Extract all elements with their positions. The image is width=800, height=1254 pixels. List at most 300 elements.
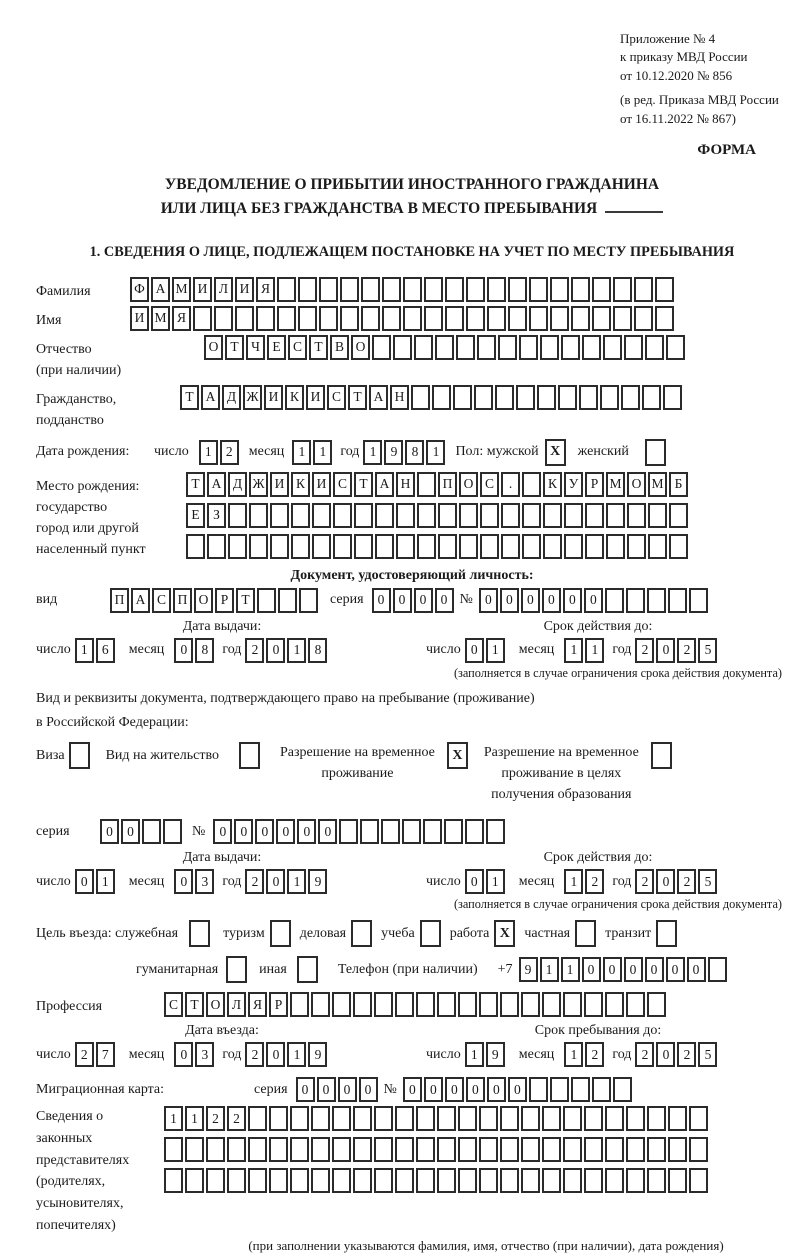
char-cell[interactable]: [480, 534, 499, 559]
char-cell[interactable]: 7: [96, 1042, 115, 1067]
char-cell[interactable]: 2: [585, 1042, 604, 1067]
char-cell[interactable]: А: [207, 472, 226, 497]
char-cell[interactable]: [522, 503, 541, 528]
char-cell[interactable]: 1: [313, 440, 332, 465]
char-cell[interactable]: 1: [164, 1106, 183, 1131]
char-cell[interactable]: [432, 385, 451, 410]
char-cell[interactable]: 1: [287, 638, 306, 663]
char-cell[interactable]: 5: [698, 869, 717, 894]
char-cell[interactable]: 0: [424, 1077, 443, 1102]
char-cell[interactable]: 1: [564, 1042, 583, 1067]
char-cell[interactable]: [563, 1137, 582, 1162]
char-cell[interactable]: [466, 277, 485, 302]
char-cell[interactable]: [487, 277, 506, 302]
char-cell[interactable]: [424, 277, 443, 302]
char-cell[interactable]: [228, 503, 247, 528]
char-cell[interactable]: Т: [225, 335, 244, 360]
char-cell[interactable]: [435, 335, 454, 360]
char-cell[interactable]: 0: [276, 819, 295, 844]
char-cell[interactable]: Т: [185, 992, 204, 1017]
char-cell[interactable]: [668, 1137, 687, 1162]
char-cell[interactable]: [501, 503, 520, 528]
char-cell[interactable]: [311, 992, 330, 1017]
purpose-other-checkbox[interactable]: [297, 956, 318, 983]
char-cell[interactable]: [498, 335, 517, 360]
char-cell[interactable]: [458, 992, 477, 1017]
char-cell[interactable]: 0: [666, 957, 685, 982]
char-cell[interactable]: [540, 335, 559, 360]
char-cell[interactable]: [403, 277, 422, 302]
char-cell[interactable]: 0: [479, 588, 498, 613]
char-cell[interactable]: [634, 277, 653, 302]
char-cell[interactable]: [522, 534, 541, 559]
char-cell[interactable]: 0: [508, 1077, 527, 1102]
char-cell[interactable]: [689, 1168, 708, 1193]
char-cell[interactable]: [214, 306, 233, 331]
char-cell[interactable]: 0: [624, 957, 643, 982]
char-cell[interactable]: [353, 992, 372, 1017]
char-cell[interactable]: 0: [445, 1077, 464, 1102]
char-cell[interactable]: [605, 1137, 624, 1162]
char-cell[interactable]: Я: [256, 277, 275, 302]
char-cell[interactable]: [437, 1168, 456, 1193]
char-cell[interactable]: [299, 588, 318, 613]
char-cell[interactable]: [564, 534, 583, 559]
char-cell[interactable]: Д: [228, 472, 247, 497]
char-cell[interactable]: [627, 503, 646, 528]
char-cell[interactable]: [627, 534, 646, 559]
char-cell[interactable]: 0: [603, 957, 622, 982]
char-cell[interactable]: 2: [677, 869, 696, 894]
char-cell[interactable]: [582, 335, 601, 360]
char-cell[interactable]: [647, 992, 666, 1017]
char-cell[interactable]: [479, 1137, 498, 1162]
char-cell[interactable]: 1: [561, 957, 580, 982]
char-cell[interactable]: Д: [222, 385, 241, 410]
char-cell[interactable]: [424, 306, 443, 331]
char-cell[interactable]: 0: [414, 588, 433, 613]
char-cell[interactable]: 2: [245, 869, 264, 894]
char-cell[interactable]: 2: [245, 638, 264, 663]
char-cell[interactable]: [529, 1077, 548, 1102]
char-cell[interactable]: 0: [297, 819, 316, 844]
char-cell[interactable]: [516, 385, 535, 410]
char-cell[interactable]: [444, 819, 463, 844]
char-cell[interactable]: 1: [465, 1042, 484, 1067]
char-cell[interactable]: [529, 306, 548, 331]
char-cell[interactable]: П: [173, 588, 192, 613]
char-cell[interactable]: Р: [215, 588, 234, 613]
char-cell[interactable]: В: [330, 335, 349, 360]
char-cell[interactable]: С: [333, 472, 352, 497]
char-cell[interactable]: [395, 1137, 414, 1162]
char-cell[interactable]: О: [204, 335, 223, 360]
char-cell[interactable]: [645, 335, 664, 360]
char-cell[interactable]: 0: [296, 1077, 315, 1102]
char-cell[interactable]: 0: [174, 1042, 193, 1067]
char-cell[interactable]: И: [306, 385, 325, 410]
char-cell[interactable]: [606, 503, 625, 528]
char-cell[interactable]: 8: [195, 638, 214, 663]
char-cell[interactable]: [269, 1106, 288, 1131]
purpose-private-checkbox[interactable]: [575, 920, 596, 947]
char-cell[interactable]: [521, 992, 540, 1017]
char-cell[interactable]: [164, 1137, 183, 1162]
char-cell[interactable]: [603, 335, 622, 360]
char-cell[interactable]: [668, 588, 687, 613]
char-cell[interactable]: [689, 588, 708, 613]
char-cell[interactable]: [353, 1106, 372, 1131]
char-cell[interactable]: 2: [677, 1042, 696, 1067]
char-cell[interactable]: [666, 335, 685, 360]
char-cell[interactable]: [487, 306, 506, 331]
char-cell[interactable]: 0: [234, 819, 253, 844]
char-cell[interactable]: [563, 992, 582, 1017]
char-cell[interactable]: М: [172, 277, 191, 302]
char-cell[interactable]: 0: [466, 1077, 485, 1102]
char-cell[interactable]: Н: [390, 385, 409, 410]
char-cell[interactable]: [312, 503, 331, 528]
char-cell[interactable]: [354, 503, 373, 528]
char-cell[interactable]: [319, 277, 338, 302]
char-cell[interactable]: 0: [100, 819, 119, 844]
char-cell[interactable]: [298, 306, 317, 331]
char-cell[interactable]: Б: [669, 472, 688, 497]
char-cell[interactable]: 1: [564, 638, 583, 663]
char-cell[interactable]: [542, 992, 561, 1017]
char-cell[interactable]: 2: [677, 638, 696, 663]
char-cell[interactable]: Я: [172, 306, 191, 331]
char-cell[interactable]: 2: [245, 1042, 264, 1067]
char-cell[interactable]: [445, 277, 464, 302]
char-cell[interactable]: 0: [465, 869, 484, 894]
char-cell[interactable]: [438, 534, 457, 559]
char-cell[interactable]: [605, 1168, 624, 1193]
char-cell[interactable]: [270, 534, 289, 559]
char-cell[interactable]: [375, 534, 394, 559]
char-cell[interactable]: 0: [563, 588, 582, 613]
char-cell[interactable]: [647, 1106, 666, 1131]
residence-checkbox[interactable]: [239, 742, 260, 769]
char-cell[interactable]: У: [564, 472, 583, 497]
char-cell[interactable]: [277, 306, 296, 331]
char-cell[interactable]: [416, 992, 435, 1017]
char-cell[interactable]: [438, 503, 457, 528]
char-cell[interactable]: [416, 1106, 435, 1131]
char-cell[interactable]: [311, 1168, 330, 1193]
char-cell[interactable]: 0: [372, 588, 391, 613]
char-cell[interactable]: Р: [585, 472, 604, 497]
char-cell[interactable]: Ж: [243, 385, 262, 410]
char-cell[interactable]: [270, 503, 289, 528]
char-cell[interactable]: 0: [465, 638, 484, 663]
char-cell[interactable]: [689, 1137, 708, 1162]
char-cell[interactable]: [333, 503, 352, 528]
char-cell[interactable]: [459, 534, 478, 559]
char-cell[interactable]: [382, 277, 401, 302]
char-cell[interactable]: 1: [585, 638, 604, 663]
char-cell[interactable]: [508, 277, 527, 302]
char-cell[interactable]: С: [327, 385, 346, 410]
char-cell[interactable]: [164, 1168, 183, 1193]
purpose-tourism-checkbox[interactable]: [270, 920, 291, 947]
char-cell[interactable]: [395, 992, 414, 1017]
char-cell[interactable]: [332, 1106, 351, 1131]
char-cell[interactable]: [354, 534, 373, 559]
char-cell[interactable]: 2: [206, 1106, 225, 1131]
char-cell[interactable]: [585, 534, 604, 559]
char-cell[interactable]: [668, 1106, 687, 1131]
char-cell[interactable]: [227, 1137, 246, 1162]
char-cell[interactable]: [642, 385, 661, 410]
char-cell[interactable]: С: [164, 992, 183, 1017]
char-cell[interactable]: [332, 992, 351, 1017]
char-cell[interactable]: Т: [236, 588, 255, 613]
char-cell[interactable]: Л: [227, 992, 246, 1017]
char-cell[interactable]: [374, 1106, 393, 1131]
char-cell[interactable]: 1: [363, 440, 382, 465]
char-cell[interactable]: Т: [186, 472, 205, 497]
char-cell[interactable]: [480, 503, 499, 528]
char-cell[interactable]: [248, 1106, 267, 1131]
char-cell[interactable]: [495, 385, 514, 410]
char-cell[interactable]: [508, 306, 527, 331]
char-cell[interactable]: [465, 819, 484, 844]
char-cell[interactable]: [319, 306, 338, 331]
char-cell[interactable]: 1: [96, 869, 115, 894]
char-cell[interactable]: [542, 1106, 561, 1131]
char-cell[interactable]: [669, 534, 688, 559]
char-cell[interactable]: 9: [308, 869, 327, 894]
char-cell[interactable]: [290, 1137, 309, 1162]
char-cell[interactable]: [186, 534, 205, 559]
char-cell[interactable]: [501, 534, 520, 559]
char-cell[interactable]: [500, 992, 519, 1017]
char-cell[interactable]: [417, 534, 436, 559]
char-cell[interactable]: И: [193, 277, 212, 302]
char-cell[interactable]: 0: [317, 1077, 336, 1102]
char-cell[interactable]: [278, 588, 297, 613]
purpose-study-checkbox[interactable]: [420, 920, 441, 947]
sex-male-checkbox[interactable]: X: [545, 439, 566, 466]
char-cell[interactable]: [456, 335, 475, 360]
char-cell[interactable]: 0: [645, 957, 664, 982]
char-cell[interactable]: 3: [195, 869, 214, 894]
char-cell[interactable]: И: [264, 385, 283, 410]
char-cell[interactable]: С: [480, 472, 499, 497]
char-cell[interactable]: [500, 1106, 519, 1131]
purpose-humanitarian-checkbox[interactable]: [226, 956, 247, 983]
char-cell[interactable]: [466, 306, 485, 331]
char-cell[interactable]: 1: [564, 869, 583, 894]
char-cell[interactable]: [298, 277, 317, 302]
char-cell[interactable]: 0: [656, 1042, 675, 1067]
char-cell[interactable]: [248, 1168, 267, 1193]
char-cell[interactable]: [423, 819, 442, 844]
char-cell[interactable]: Т: [309, 335, 328, 360]
char-cell[interactable]: [375, 503, 394, 528]
char-cell[interactable]: М: [151, 306, 170, 331]
char-cell[interactable]: [437, 992, 456, 1017]
char-cell[interactable]: 8: [308, 638, 327, 663]
char-cell[interactable]: [256, 306, 275, 331]
char-cell[interactable]: [340, 306, 359, 331]
char-cell[interactable]: [550, 1077, 569, 1102]
char-cell[interactable]: Е: [186, 503, 205, 528]
char-cell[interactable]: 2: [227, 1106, 246, 1131]
char-cell[interactable]: 0: [266, 638, 285, 663]
char-cell[interactable]: 0: [359, 1077, 378, 1102]
char-cell[interactable]: [290, 1168, 309, 1193]
char-cell[interactable]: [669, 503, 688, 528]
char-cell[interactable]: [613, 277, 632, 302]
char-cell[interactable]: [579, 385, 598, 410]
char-cell[interactable]: .: [501, 472, 520, 497]
char-cell[interactable]: 0: [266, 869, 285, 894]
char-cell[interactable]: 3: [195, 1042, 214, 1067]
char-cell[interactable]: [689, 1106, 708, 1131]
char-cell[interactable]: [311, 1137, 330, 1162]
char-cell[interactable]: [624, 335, 643, 360]
char-cell[interactable]: 0: [318, 819, 337, 844]
char-cell[interactable]: 0: [255, 819, 274, 844]
char-cell[interactable]: О: [194, 588, 213, 613]
char-cell[interactable]: 0: [500, 588, 519, 613]
char-cell[interactable]: 1: [486, 869, 505, 894]
char-cell[interactable]: [543, 503, 562, 528]
char-cell[interactable]: [647, 1137, 666, 1162]
char-cell[interactable]: [396, 503, 415, 528]
char-cell[interactable]: [249, 534, 268, 559]
char-cell[interactable]: О: [206, 992, 225, 1017]
char-cell[interactable]: Т: [348, 385, 367, 410]
char-cell[interactable]: [537, 385, 556, 410]
purpose-official-checkbox[interactable]: [189, 920, 210, 947]
char-cell[interactable]: [626, 992, 645, 1017]
char-cell[interactable]: [585, 503, 604, 528]
char-cell[interactable]: [550, 306, 569, 331]
char-cell[interactable]: 0: [521, 588, 540, 613]
char-cell[interactable]: 5: [698, 1042, 717, 1067]
char-cell[interactable]: [521, 1137, 540, 1162]
char-cell[interactable]: О: [459, 472, 478, 497]
purpose-business-checkbox[interactable]: [351, 920, 372, 947]
char-cell[interactable]: [558, 385, 577, 410]
char-cell[interactable]: [291, 503, 310, 528]
char-cell[interactable]: [227, 1168, 246, 1193]
char-cell[interactable]: [269, 1168, 288, 1193]
char-cell[interactable]: [277, 277, 296, 302]
char-cell[interactable]: П: [438, 472, 457, 497]
char-cell[interactable]: [360, 819, 379, 844]
char-cell[interactable]: [417, 503, 436, 528]
char-cell[interactable]: [269, 1137, 288, 1162]
char-cell[interactable]: А: [375, 472, 394, 497]
char-cell[interactable]: 0: [266, 1042, 285, 1067]
char-cell[interactable]: 0: [174, 869, 193, 894]
char-cell[interactable]: 6: [96, 638, 115, 663]
char-cell[interactable]: [228, 534, 247, 559]
char-cell[interactable]: [458, 1137, 477, 1162]
char-cell[interactable]: 0: [582, 957, 601, 982]
char-cell[interactable]: [353, 1168, 372, 1193]
char-cell[interactable]: [584, 992, 603, 1017]
char-cell[interactable]: Ч: [246, 335, 265, 360]
char-cell[interactable]: 0: [542, 588, 561, 613]
char-cell[interactable]: [193, 306, 212, 331]
char-cell[interactable]: [374, 1137, 393, 1162]
char-cell[interactable]: [542, 1168, 561, 1193]
char-cell[interactable]: [372, 335, 391, 360]
char-cell[interactable]: И: [235, 277, 254, 302]
char-cell[interactable]: А: [131, 588, 150, 613]
char-cell[interactable]: 9: [486, 1042, 505, 1067]
char-cell[interactable]: Ф: [130, 277, 149, 302]
char-cell[interactable]: 2: [635, 869, 654, 894]
char-cell[interactable]: [185, 1137, 204, 1162]
char-cell[interactable]: [592, 1077, 611, 1102]
char-cell[interactable]: [626, 588, 645, 613]
char-cell[interactable]: [606, 534, 625, 559]
purpose-transit-checkbox[interactable]: [656, 920, 677, 947]
char-cell[interactable]: 0: [75, 869, 94, 894]
char-cell[interactable]: [414, 335, 433, 360]
char-cell[interactable]: [445, 306, 464, 331]
char-cell[interactable]: [521, 1106, 540, 1131]
char-cell[interactable]: 0: [403, 1077, 422, 1102]
char-cell[interactable]: [486, 819, 505, 844]
char-cell[interactable]: [613, 1077, 632, 1102]
char-cell[interactable]: [648, 503, 667, 528]
char-cell[interactable]: 2: [220, 440, 239, 465]
char-cell[interactable]: О: [351, 335, 370, 360]
char-cell[interactable]: [458, 1106, 477, 1131]
purpose-work-checkbox[interactable]: X: [494, 920, 515, 947]
char-cell[interactable]: [339, 819, 358, 844]
char-cell[interactable]: 8: [405, 440, 424, 465]
char-cell[interactable]: Ж: [249, 472, 268, 497]
visa-checkbox[interactable]: [69, 742, 90, 769]
char-cell[interactable]: [648, 534, 667, 559]
char-cell[interactable]: [291, 534, 310, 559]
char-cell[interactable]: 0: [584, 588, 603, 613]
char-cell[interactable]: [655, 306, 674, 331]
char-cell[interactable]: [257, 588, 276, 613]
char-cell[interactable]: [403, 306, 422, 331]
char-cell[interactable]: С: [152, 588, 171, 613]
char-cell[interactable]: [311, 1106, 330, 1131]
char-cell[interactable]: [592, 306, 611, 331]
char-cell[interactable]: [479, 992, 498, 1017]
char-cell[interactable]: 0: [656, 638, 675, 663]
char-cell[interactable]: 1: [287, 869, 306, 894]
char-cell[interactable]: [381, 819, 400, 844]
char-cell[interactable]: [458, 1168, 477, 1193]
char-cell[interactable]: 1: [199, 440, 218, 465]
char-cell[interactable]: А: [201, 385, 220, 410]
char-cell[interactable]: 0: [121, 819, 140, 844]
char-cell[interactable]: [522, 472, 541, 497]
char-cell[interactable]: К: [543, 472, 562, 497]
char-cell[interactable]: 5: [698, 638, 717, 663]
char-cell[interactable]: 0: [656, 869, 675, 894]
char-cell[interactable]: [626, 1106, 645, 1131]
char-cell[interactable]: 1: [185, 1106, 204, 1131]
char-cell[interactable]: [361, 306, 380, 331]
char-cell[interactable]: [332, 1137, 351, 1162]
rvp-education-checkbox[interactable]: [651, 742, 672, 769]
char-cell[interactable]: [402, 819, 421, 844]
